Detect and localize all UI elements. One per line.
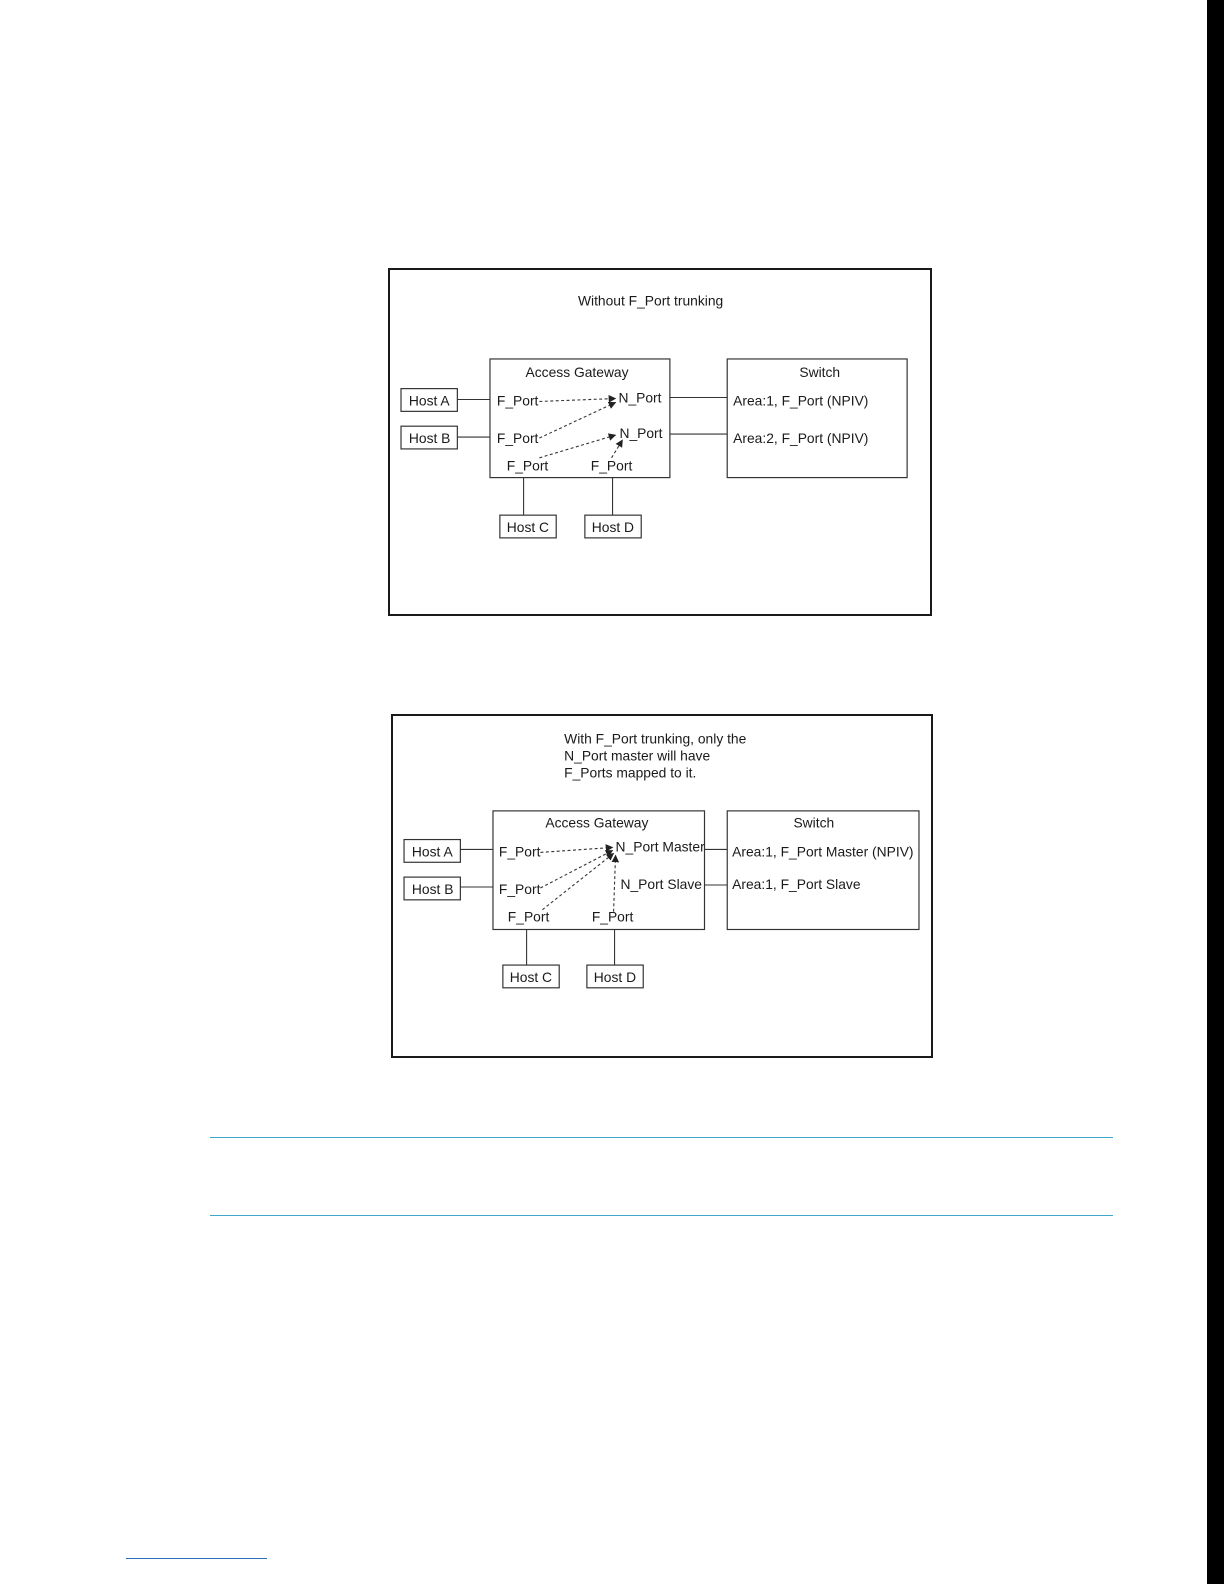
n-port-master: N_Port Master (615, 838, 705, 855)
host-c-label: Host C (509, 968, 553, 985)
diagram-without-trunking (388, 268, 932, 616)
f-port-host-a: F_Port (496, 392, 539, 409)
diagram-title-line-3: F_Ports mapped to it. (564, 764, 697, 781)
diagram-title-line-1: With F_Port trunking, only the (564, 730, 747, 747)
host-d-label: Host D (593, 968, 637, 985)
n-port-slave: N_Port Slave (620, 875, 702, 892)
diagram-title: Without F_Port trunking (577, 292, 724, 309)
switch-label: Switch (793, 814, 835, 831)
page-edge-bar (1207, 0, 1224, 1584)
note-box (210, 1137, 1113, 1216)
host-a-label: Host A (408, 392, 450, 409)
switch-port-slave: Area:1, F_Port Slave (732, 875, 861, 892)
host-b-label: Host B (408, 429, 451, 446)
f-port-host-d: F_Port (590, 457, 633, 474)
host-a-label: Host A (411, 843, 453, 860)
f-port-host-b: F_Port (498, 880, 541, 897)
switch-label: Switch (799, 363, 841, 380)
f-port-host-a: F_Port (498, 843, 541, 860)
f-port-host-c: F_Port (506, 457, 549, 474)
diagram-with-trunking (391, 714, 933, 1058)
host-c-label: Host C (506, 518, 550, 535)
diagram-title-line-2: N_Port master will have (564, 747, 711, 764)
f-port-host-b: F_Port (496, 429, 539, 446)
host-b-label: Host B (411, 880, 454, 897)
diagram-with-trunking-svg (393, 716, 931, 1056)
f-port-host-d: F_Port (591, 908, 634, 925)
n-port-1: N_Port (618, 389, 662, 406)
f-port-host-c: F_Port (507, 908, 550, 925)
switch-port-master: Area:1, F_Port Master (NPIV) (732, 843, 914, 860)
n-port-2: N_Port (619, 425, 663, 442)
switch-port-2: Area:2, F_Port (NPIV) (733, 429, 869, 446)
footnote-rule (126, 1558, 267, 1559)
diagram-without-trunking-svg (390, 270, 930, 614)
access-gateway-label: Access Gateway (545, 814, 649, 831)
access-gateway-label: Access Gateway (525, 363, 629, 380)
switch-port-1: Area:1, F_Port (NPIV) (733, 392, 869, 409)
host-d-label: Host D (591, 518, 635, 535)
